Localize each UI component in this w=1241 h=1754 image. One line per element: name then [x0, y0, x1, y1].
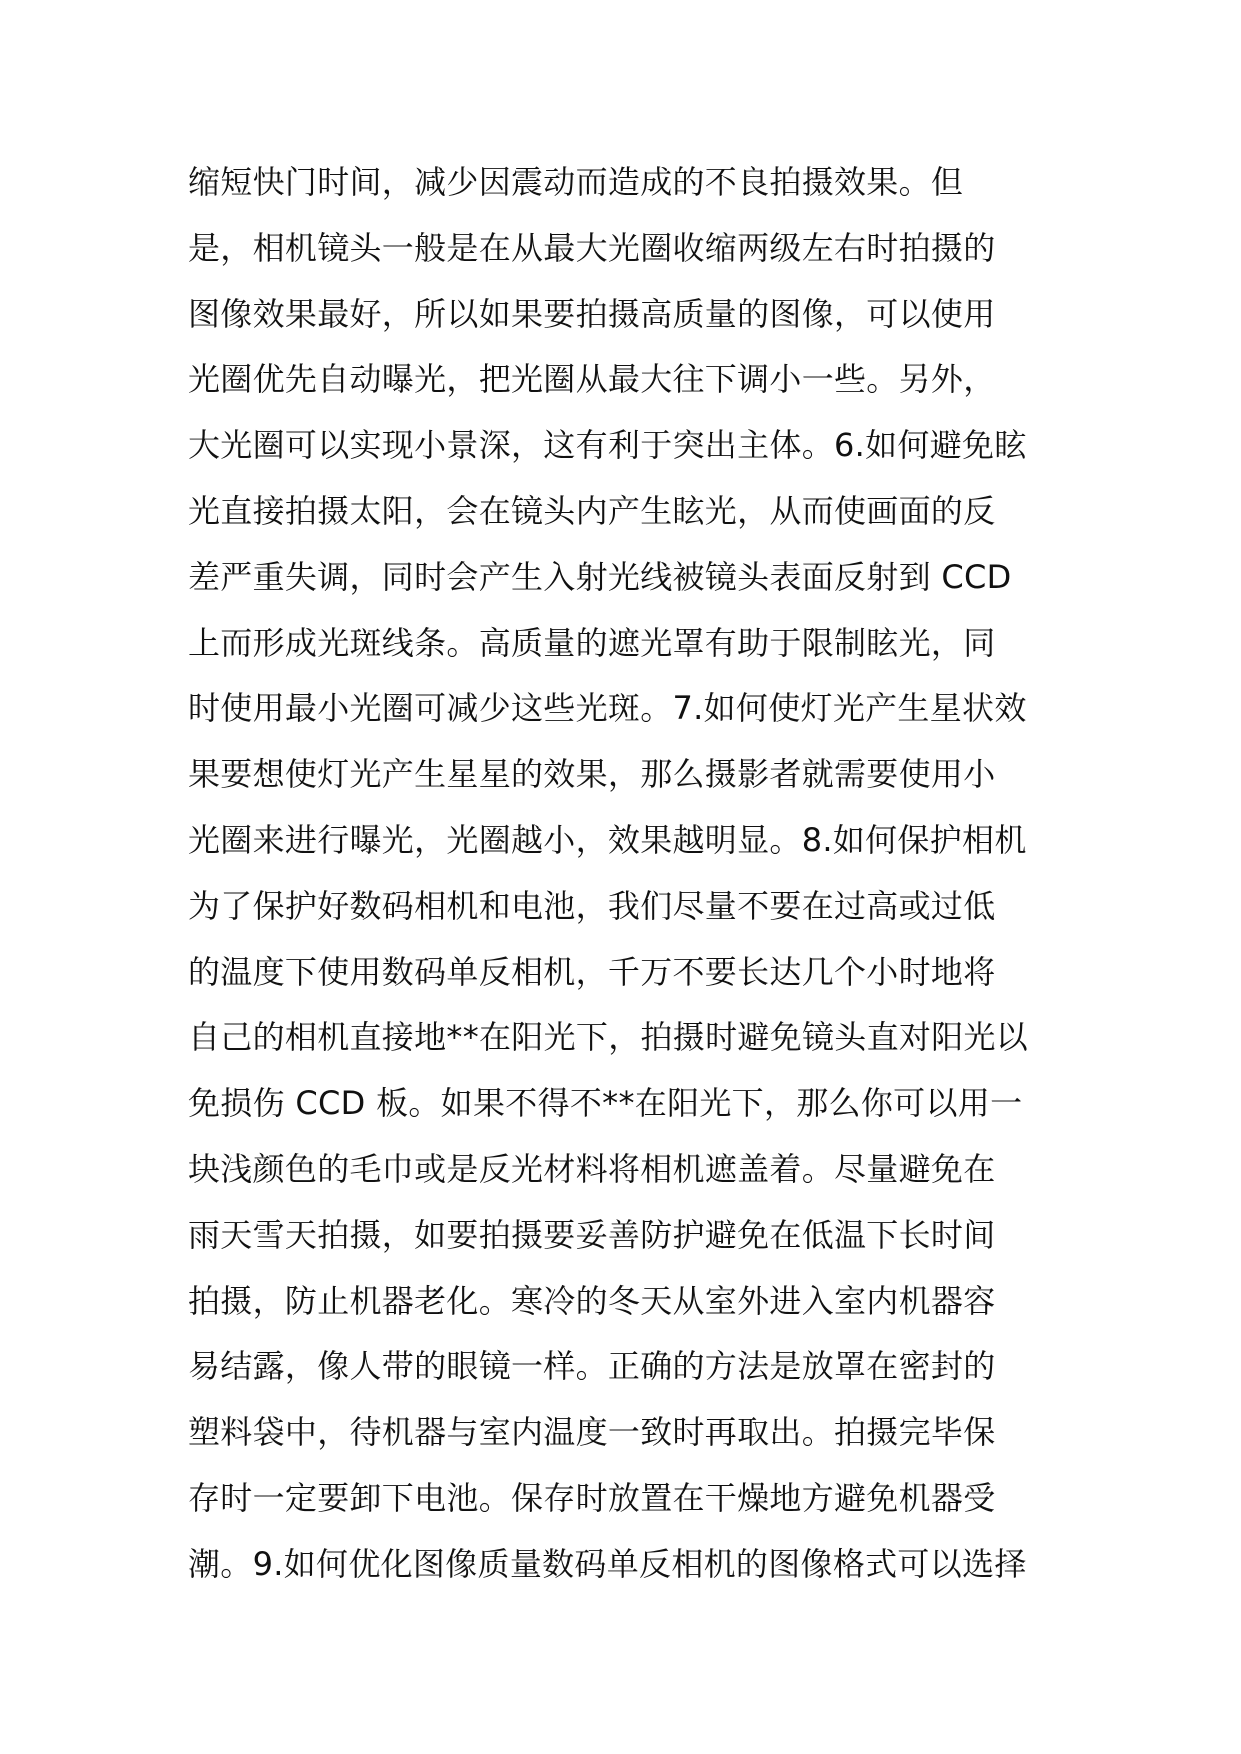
text-line: 图像效果最好，所以如果要拍摄高质量的图像，可以使用	[188, 294, 996, 333]
text-line: 缩短快门时间，减少因震动而造成的不良拍摄效果。但	[188, 163, 964, 201]
text-line: 果要想使灯光产生星星的效果，那么摄影者就需要使用小	[188, 755, 996, 794]
text-line: 光直接拍摄太阳，会在镜头内产生眩光，从而使画面的反	[188, 491, 996, 530]
text-line: 为了保护好数码相机和电池，我们尽量不要在过高或过低	[188, 886, 996, 925]
text-line: 塑料袋中，待机器与室内温度一致时再取出。拍摄完毕保	[188, 1413, 996, 1452]
text-line: 光圈优先自动曝光，把光圈从最大往下调小一些。另外，	[188, 360, 996, 399]
text-line: 时使用最小光圈可减少这些光斑。7.如何使灯光产生星状效	[188, 689, 1027, 728]
text-line: 免损伤 CCD 板。如果不得不**在阳光下，那么你可以用一	[188, 1084, 1023, 1123]
text-line: 差严重失调，同时会产生入射光线被镜头表面反射到 CCD	[188, 557, 1012, 596]
text-line: 的温度下使用数码单反相机，千万不要长达几个小时地将	[188, 952, 996, 991]
body-text	[188, 150, 1068, 1598]
text-line: 是，相机镜头一般是在从最大光圈收缩两级左右时拍摄的	[188, 228, 996, 267]
text-line: 存时一定要卸下电池。保存时放置在干燥地方避免机器受	[188, 1478, 996, 1517]
text-line: 拍摄，防止机器老化。寒冷的冬天从室外进入室内机器容	[188, 1281, 996, 1320]
text-line: 雨天雪天拍摄，如要拍摄要妥善防护避免在低温下长时间	[188, 1215, 996, 1254]
text-line: 大光圈可以实现小景深，这有利于突出主体。6.如何避免眩	[188, 426, 1027, 465]
text-line: 潮。9.如何优化图像质量数码单反相机的图像格式可以选择	[188, 1544, 1027, 1583]
text-line: 块浅颜色的毛巾或是反光材料将相机遮盖着。尽量避免在	[188, 1149, 996, 1188]
text-line: 自己的相机直接地**在阳光下，拍摄时避免镜头直对阳光以	[188, 1018, 1029, 1057]
text-line: 上而形成光斑线条。高质量的遮光罩有助于限制眩光，同	[188, 623, 996, 662]
text-line: 光圈来进行曝光，光圈越小，效果越明显。8.如何保护相机	[188, 820, 1027, 859]
text-line: 易结露，像人带的眼镜一样。正确的方法是放罩在密封的	[188, 1347, 996, 1386]
